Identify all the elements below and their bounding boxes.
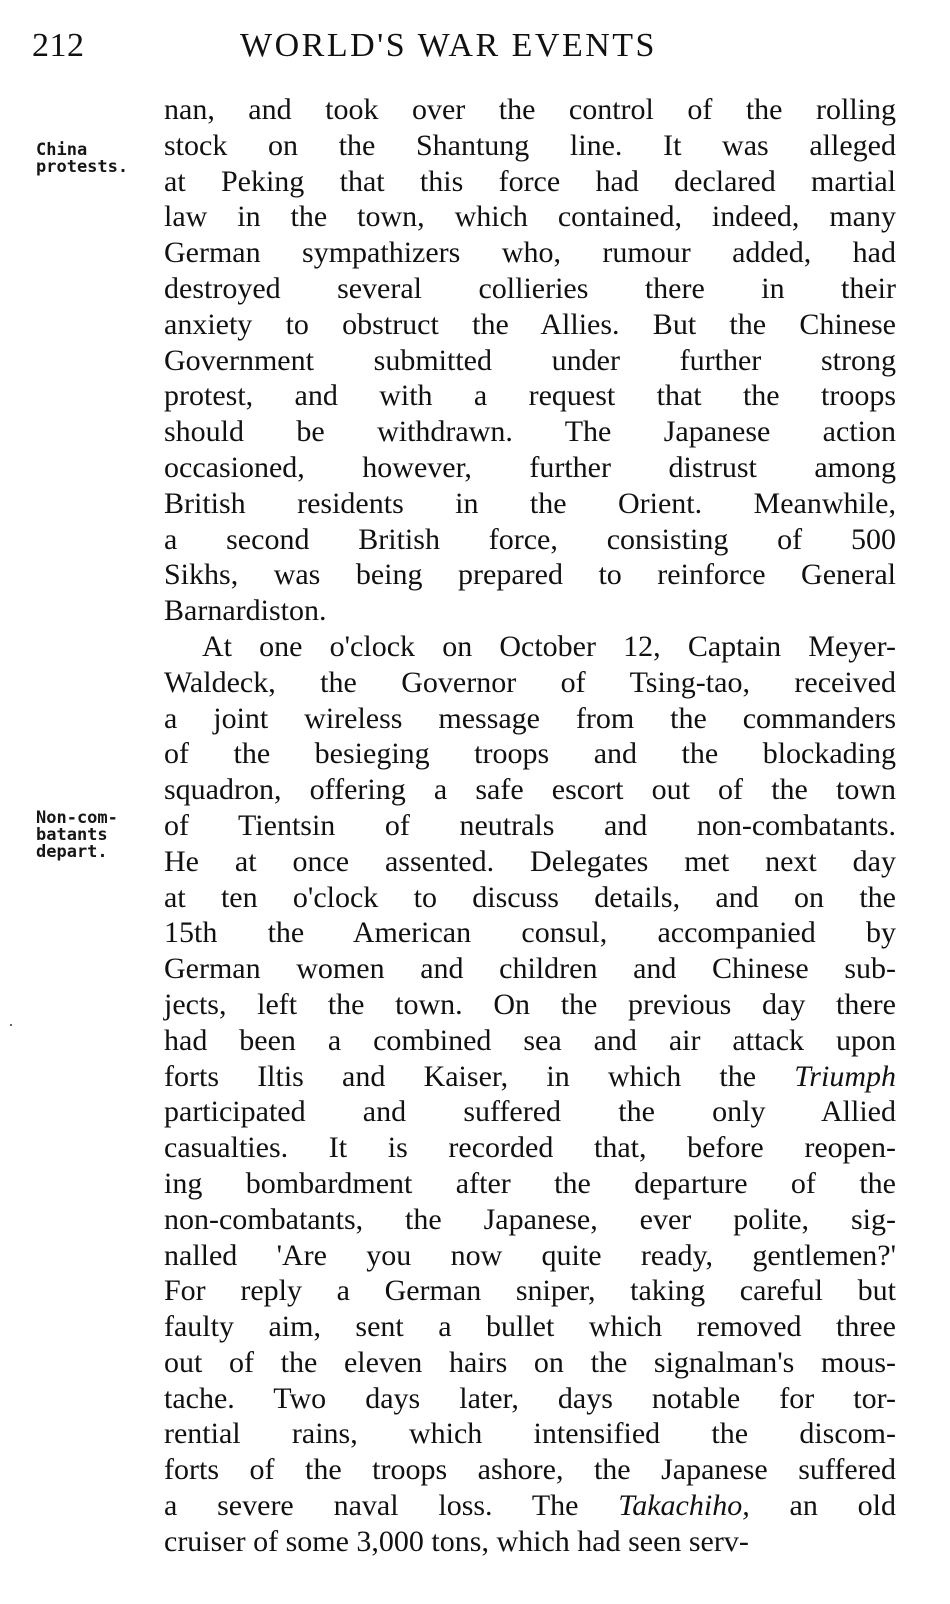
ship-name-triumph: Triumph: [794, 1059, 896, 1093]
text-line: occasioned, however, further distrust among: [164, 450, 896, 484]
text-line: British residents in the Orient. Meanwhile,: [164, 486, 896, 520]
text-line: nan, and took over the control of the rolling: [164, 93, 896, 126]
text-line: nalled 'Are you now quite ready, gentlemen?': [164, 1238, 896, 1272]
text-line: protest, and with a request that the troops: [164, 379, 896, 413]
text-line: non-combatants, the Japanese, ever polite, sig-: [164, 1202, 896, 1236]
text-line: Government submitted under further strong: [164, 343, 896, 377]
text-line: stock on the Shantung line. It was alleged: [164, 128, 896, 162]
page-number: 212: [32, 27, 85, 64]
text-line: out of the eleven hairs on the signalman's mous-: [164, 1345, 896, 1379]
text-line: tache. Two days later, days notable for tor-: [164, 1381, 896, 1415]
text-line-part: an old: [789, 1489, 897, 1523]
text-line: German women and children and Chinese sub-: [164, 952, 896, 986]
text-line: Barnardiston.: [164, 594, 327, 628]
text-line: He at once assented. Delegates met next day: [164, 844, 896, 878]
text-line: anxiety to obstruct the Allies. But the Chinese: [164, 307, 896, 341]
text-line: Sikhs, was being prepared to reinforce General: [164, 558, 896, 592]
ship-name-takachiho: Takachiho,: [618, 1489, 750, 1523]
text-line-part: forts Iltis and Kaiser, in which the: [164, 1059, 757, 1093]
text-line: should be withdrawn. The Japanese action: [164, 415, 896, 449]
text-line: rential rains, which intensified the discom-: [164, 1417, 896, 1451]
text-line: cruiser of some 3,000 tons, which had seen serv-: [164, 1524, 749, 1558]
text-line: German sympathizers who, rumour added, had: [164, 236, 896, 270]
text-line: ing bombardment after the departure of the: [164, 1166, 896, 1200]
text-line: of the besieging troops and the blockading: [164, 737, 896, 771]
body-text: [164, 92, 896, 1560]
text-line: squadron, offering a safe escort out of the town: [164, 773, 896, 807]
text-line: at ten o'clock to discuss details, and on the: [164, 880, 896, 914]
text-line: of Tientsin of neutrals and non-combatants.: [164, 808, 896, 842]
print-speck: [10, 1024, 12, 1026]
text-line: destroyed several collieries there in their: [164, 271, 896, 305]
margin-note-non-combatants-depart: Non-com- batants depart.: [36, 808, 118, 862]
text-line: faulty aim, sent a bullet which removed three: [164, 1310, 896, 1344]
text-line: [164, 1488, 896, 1524]
text-line: had been a combined sea and air attack upon: [164, 1023, 896, 1057]
text-line: [164, 1059, 896, 1095]
text-line: At one o'clock on October 12, Captain Meyer-: [202, 629, 896, 663]
text-line-part: a severe naval loss. The: [164, 1489, 579, 1523]
text-line: jects, left the town. On the previous day there: [164, 987, 896, 1021]
text-line: law in the town, which contained, indeed, many: [164, 200, 896, 234]
text-line: casualties. It is recorded that, before reopen-: [164, 1131, 896, 1165]
text-line: participated and suffered the only Allied: [164, 1095, 896, 1129]
running-title: WORLD'S WAR EVENTS: [240, 27, 657, 64]
text-line: 15th the American consul, accompanied by: [164, 916, 896, 950]
text-line: Waldeck, the Governor of Tsing-tao, received: [164, 665, 896, 699]
text-line: forts of the troops ashore, the Japanese suffered: [164, 1453, 896, 1487]
text-line: a second British force, consisting of 500: [164, 522, 896, 556]
margin-note-china-protests: China protests.: [36, 140, 129, 177]
text-line: For reply a German sniper, taking careful but: [164, 1274, 896, 1308]
text-line: at Peking that this force had declared martial: [164, 164, 896, 198]
text-line: a joint wireless message from the commanders: [164, 701, 896, 735]
